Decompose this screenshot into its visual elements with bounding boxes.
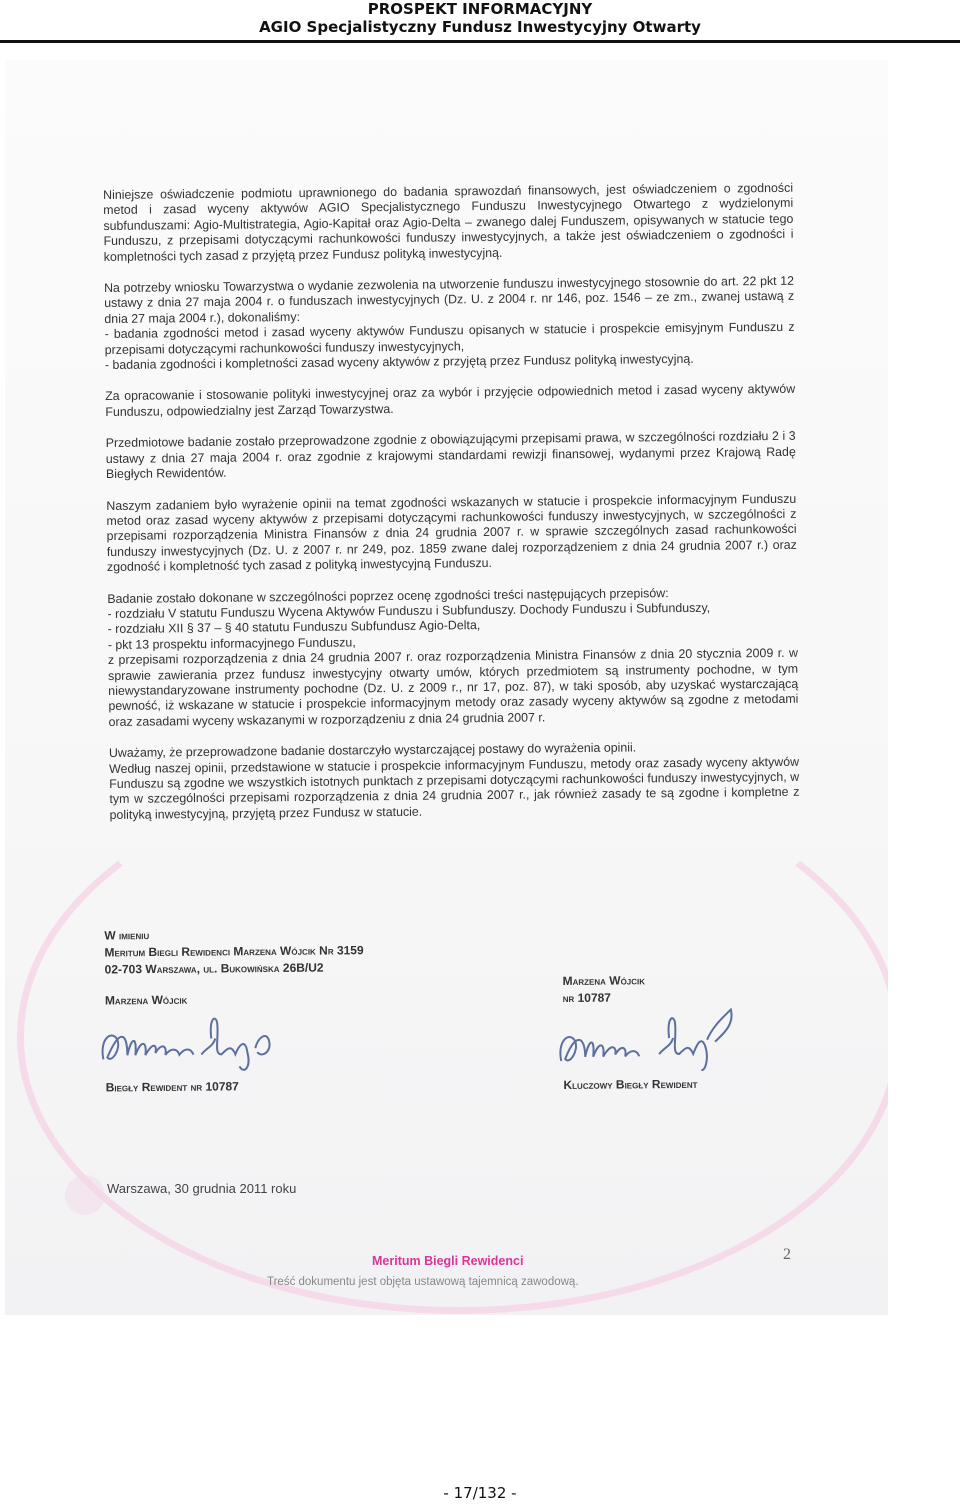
paragraph-3: Za opracowanie i stosowanie polityki inwestycyjnej oraz za wybór i przyjęcie odpowiednich metod i zasad wyceny aktywów Funduszu, odpowiedzialny jest Zarząd Towarzystwa. (105, 382, 796, 419)
page-number: - 17/132 - (443, 1484, 517, 1502)
firm-name: Meritum Biegli Rewidenci Marzena Wójcik Nr 3159 (104, 943, 364, 960)
paragraph-1: Niniejsze oświadczenie podmiotu uprawnionego do badania sprawozdań finansowych, jest oświadczeniem o zgodności metod i zasad wyceny aktywów AGIO Specjalistycznego Funduszu Inwestycyjnego Otwartego z wydzielonymi subfunduszami: Agio-Multistrategia, Agio-Kapitał oraz Agio-Delta – zwanego dalej Funduszem, opisywanych w statucie tego Funduszu, z przepisami dotyczącymi rachunkowości funduszy inwestycyjnych, a także jest oświadczeniem o zgodności i kompletności tych zasad z przyjętą przez Fundusz polityką inwestycyjną. (103, 180, 794, 264)
paragraph-4: Przedmiotowe badanie zostało przeprowadzone zgodnie z obowiązującymi przepisami prawa, w szczególności rozdziału 2 i 3 ustawy z dnia 27 maja 2004 r. oraz zgodnie z krajowymi standardami rewizji finansowej, wydanymi przez Krajową Radę Biegłych Rewidentów. (105, 429, 796, 482)
letterhead-firm-name: Meritum Biegli Rewidenci (372, 1254, 524, 1268)
scanned-letter (5, 60, 888, 1315)
on-behalf-label: W imieniu (104, 928, 150, 943)
signatory-name: Marzena Wójcik (104, 992, 188, 1008)
header-subtitle: AGIO Specjalistyczny Fundusz Inwestycyjny Otwarty (259, 18, 701, 36)
header-title: PROSPEKT INFORMACYJNY (367, 0, 593, 18)
document-header (0, 0, 960, 43)
key-auditor-number: nr 10787 (562, 990, 612, 1006)
letter-body (103, 181, 800, 823)
paragraph-6: Badanie zostało dokonane w szczególności poprzez ocenę zgodności treści następujących przepisów: - rozdziału V statutu Funduszu Wycena Aktywów Funduszu i Subfunduszy. Dochody Funduszu i Subfunduszy, - rozdziału XII § 37 – § 40 statutu Funduszu Subfundusz Agio-Delta, - pkt 13 prospektu informacyjnego Funduszu, z przepisami rozporządzenia z dnia 24 grudnia 2007 r. oraz rozporządzenia Ministra Finansów z dnia 20 stycznia 2009 r. w sprawie zawierania przez fundusz inwestycyjny otwarty umów, których przedmiotem są instrumenty pochodne, w tym niewystandaryzowane instrumenty pochodne (Dz. U. z 2009 r., nr 17, poz. 87), w taki sposób, aby uzyskać wystarczającą pewność, iż wskazane w statucie i prospekcie informacyjnym metody oraz zasady wyceny aktywów są zgodne z metodami oraz zasadami wyceny wskazanymi w rozporządzeniu z dnia 24 grudnia 2007 r. (107, 585, 799, 729)
key-auditor-name: Marzena Wójcik (562, 973, 646, 989)
paragraph-7: Uważamy, że przeprowadzone badanie dostarczyło wystarczającej postawy do wyrażenia opinii. Według naszej opinii, przedstawione w statucie i prospekcie informacyjnym Funduszu, metody oraz zasady wyceny aktywów Funduszu są zgodne we wszystkich istotnych punktach z przepisami dotyczącymi rachunkowości funduszy inwestycyjnych, w tym w szczególności przepisami rozporządzenia z dnia 24 grudnia 2007 r., jak również zasady te są zgodne i kompletne z polityką inwestycyjną, przyjętą przez Fundusz w statucie. (108, 740, 800, 822)
paragraph-2: Na potrzeby wniosku Towarzystwa o wydanie zezwolenia na utworzenie funduszu inwestycyjnego stosownie do art. 22 pkt 12 ustawy z dnia 27 maja 2004 r. o funduszach inwestycyjnych (Dz. U. z 2004 r. nr 146, poz. 1546 – ze zm., zwanej ustawą z dnia 27 maja 2004 r.), dokonaliśmy: - badania zgodności metod i zasad wyceny aktywów Funduszu opisanych w statucie i prospekcie emisyjnym Funduszu z przepisami dotyczącymi rachunkowości funduszy inwestycyjnych, - badania zgodności i kompletności zasad wyceny aktywów z przyjętą przez Fundusz polityką inwestycyjną. (103, 273, 795, 373)
paragraph-5: Naszym zadaniem było wyrażenie opinii na temat zgodności wskazanych w statucie i prospekcie informacyjnym Funduszu metod oraz zasad wyceny aktywów z przepisami dotyczącymi rachunkowości funduszy inwestycyjnych, w szczególności z przepisami rozporządzenia Ministra Finansów z dnia 24 grudnia 2007 r. w sprawie szczególnych zasad rachunkowości funduszy inwestycyjnych (Dz. U. z 2007 r. nr 249, poz. 1859 zwane dalej rozporządzeniem z dnia 24 grudnia 2007 r.) oraz zgodność i kompletność tych zasad z polityką inwestycyjną Funduszu. (106, 491, 797, 575)
date-line: Warszawa, 30 grudnia 2011 roku (107, 1181, 297, 1196)
auditor-title: Biegły Rewident nr 10787 (105, 1079, 239, 1095)
handwritten-signature-left (105, 1007, 436, 1080)
letter-page-number: 2 (783, 1246, 791, 1263)
signature-block-left (104, 925, 435, 1097)
key-auditor-title: Kluczowy Biegły Rewident (563, 1076, 698, 1093)
handwritten-signature-right (563, 1005, 794, 1077)
firm-address: 02-703 Warszawa, ul. Bukowińska 26B/U2 (104, 960, 324, 977)
confidentiality-note: Treść dokumentu jest objęta ustawową tajemnicą zawodową. (267, 1276, 579, 1288)
decorative-dot (65, 1175, 105, 1215)
signature-block-right (562, 971, 793, 1094)
